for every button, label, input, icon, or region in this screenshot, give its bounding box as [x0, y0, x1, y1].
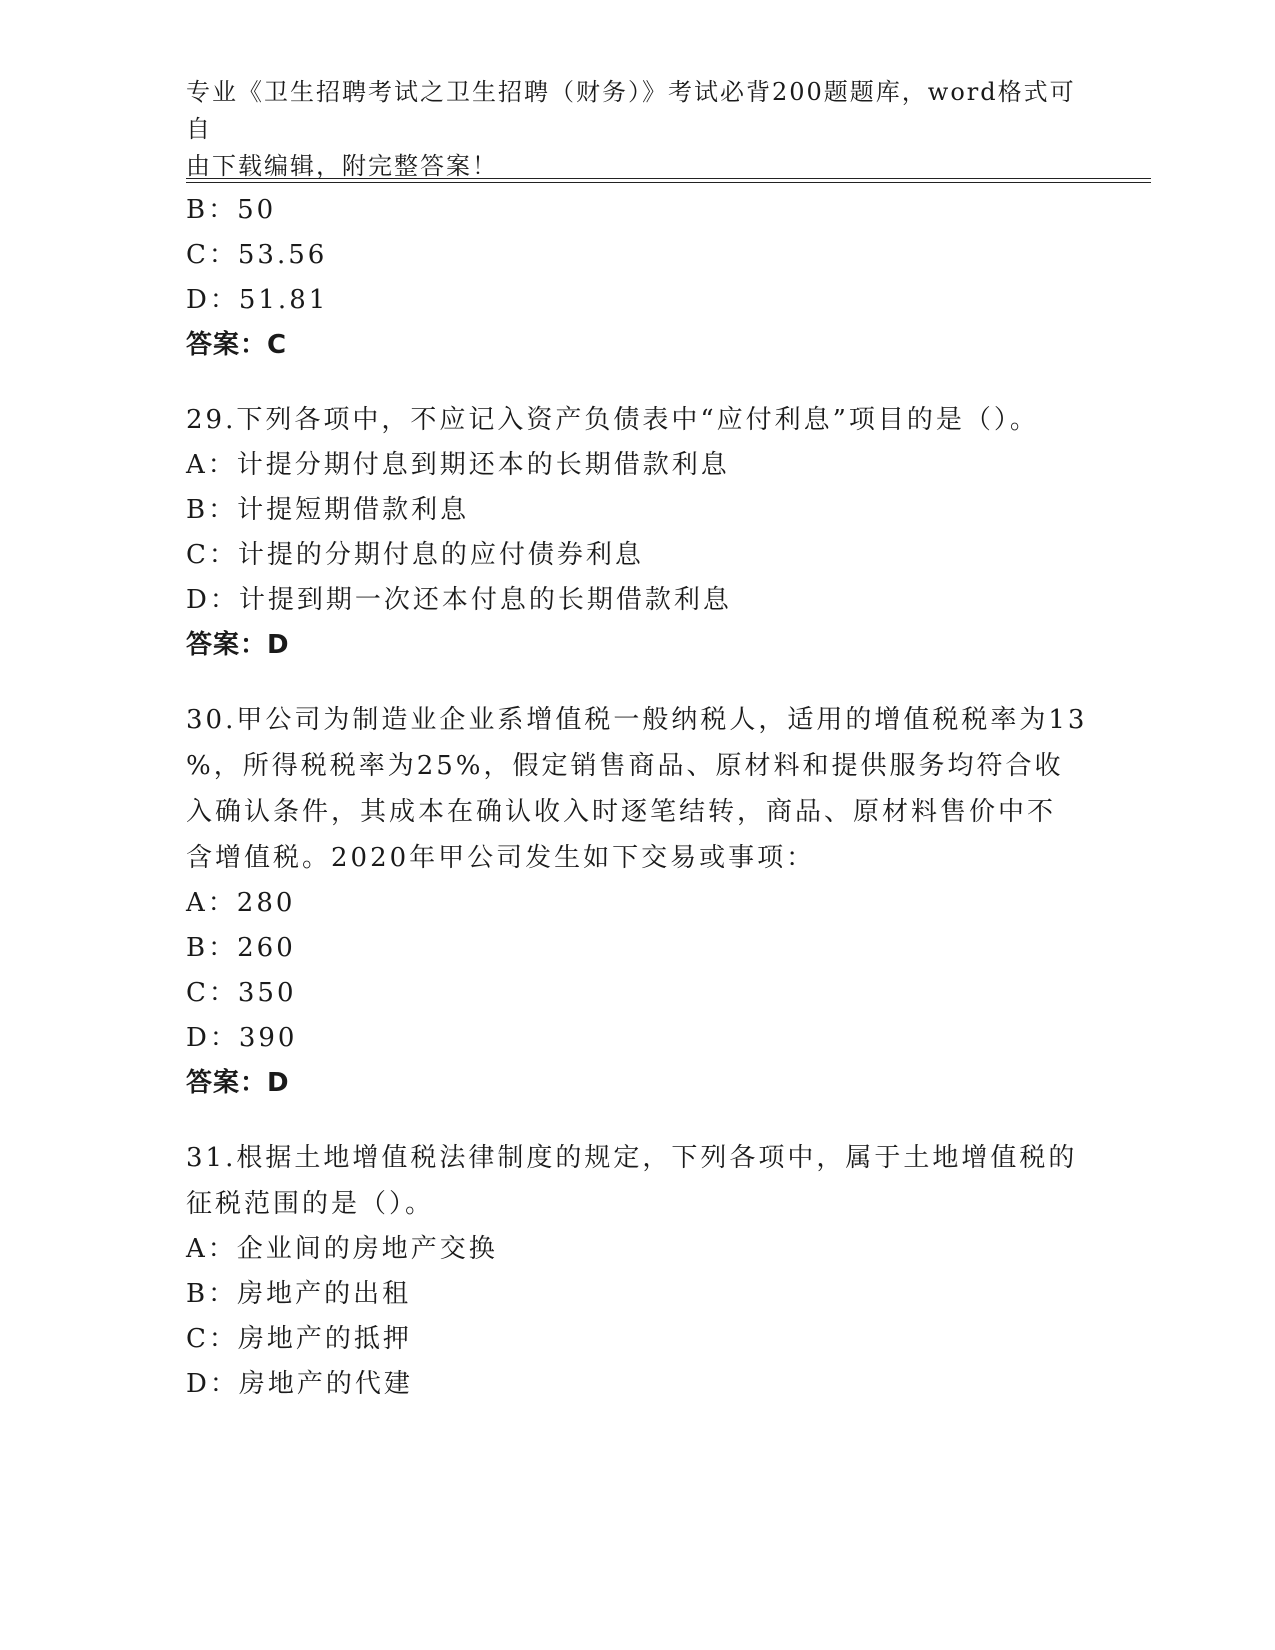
- document-body: [186, 188, 1086, 1407]
- option-d: D：房地产的代建: [186, 1369, 413, 1399]
- option-c: C：53.56: [186, 240, 328, 270]
- question-stem: 29.下列各项中，不应记入资产负债表中“应付利息”项目的是（）。: [186, 405, 1039, 435]
- option-a: A：计提分期付息到期还本的长期借款利息: [186, 450, 730, 480]
- question-stem-line: 征税范围的是（）。: [186, 1189, 435, 1219]
- option-a: A：280: [186, 888, 296, 918]
- header-line-1: 专业《卫生招聘考试之卫生招聘（财务）》考试必背200题题库，word格式可自: [186, 78, 1076, 143]
- option-c: C：350: [186, 978, 297, 1008]
- question-stem-line: 30.甲公司为制造业企业系增值税一般纳税人，适用的增值税税率为13: [186, 705, 1088, 735]
- answer: 答案：C: [186, 330, 288, 360]
- option-d: D：计提到期一次还本付息的长期借款利息: [186, 585, 732, 615]
- answer: 答案：D: [186, 1068, 290, 1098]
- header-line-2: 由下载编辑，附完整答案！: [186, 152, 498, 180]
- option-d: D：390: [186, 1023, 298, 1053]
- option-b: B：260: [186, 933, 296, 963]
- question-29: [186, 397, 1086, 668]
- option-c: C：房地产的抵押: [186, 1324, 412, 1354]
- header-divider-bottom: [186, 182, 1151, 183]
- option-b: B：计提短期借款利息: [186, 495, 470, 525]
- question-stem-line: 31.根据土地增值税法律制度的规定，下列各项中，属于土地增值税的: [186, 1143, 1078, 1173]
- option-c: C：计提的分期付息的应付债券利息: [186, 540, 644, 570]
- option-b: B：50: [186, 195, 277, 225]
- option-a: A：企业间的房地产交换: [186, 1234, 498, 1264]
- question-stem-line: 含增值税。2020年甲公司发生如下交易或事项：: [186, 843, 816, 873]
- option-d: D：51.81: [186, 285, 329, 315]
- question-30: [186, 697, 1086, 1106]
- header-divider-top: [186, 178, 1151, 179]
- question-stem-line: 入确认条件，其成本在确认收入时逐笔结转，商品、原材料售价中不: [186, 797, 1057, 827]
- option-b: B：房地产的出租: [186, 1279, 412, 1309]
- document-header: [186, 74, 1086, 185]
- question-stem-line: %，所得税税率为25%，假定销售商品、原材料和提供服务均符合收: [186, 751, 1064, 781]
- question-28: [186, 188, 1086, 368]
- answer: 答案：D: [186, 630, 290, 660]
- question-31: [186, 1135, 1086, 1407]
